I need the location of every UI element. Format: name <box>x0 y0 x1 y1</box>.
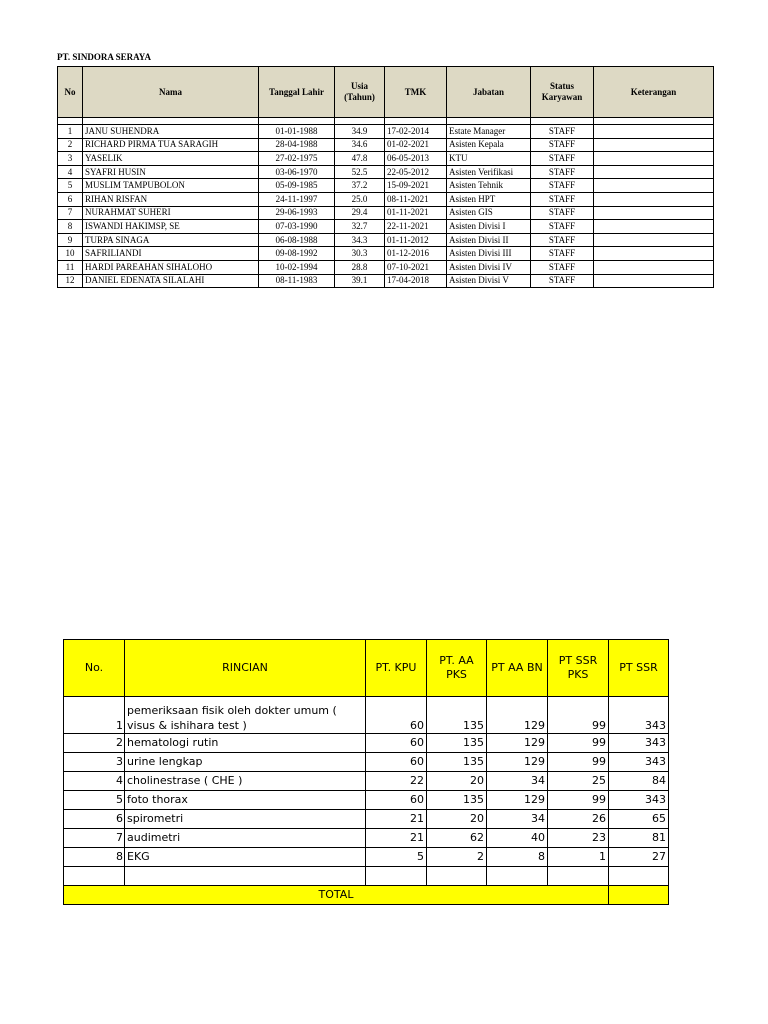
employee-table <box>57 66 714 288</box>
cell-rincian: cholinestrase ( CHE ) <box>125 772 366 791</box>
cell-jabatan: KTU <box>447 152 531 166</box>
cell-keterangan <box>594 152 714 166</box>
cell-no: 7 <box>58 206 83 220</box>
mcu-row <box>64 848 669 867</box>
cell-usia: 47.8 <box>335 152 385 166</box>
cell-jabatan: Asisten Divisi III <box>447 247 531 261</box>
cell-keterangan <box>594 125 714 139</box>
company-name: PT. SINDORA SERAYA <box>57 52 151 62</box>
cell-status: STAFF <box>531 260 594 274</box>
cell-status: STAFF <box>531 220 594 234</box>
cell-status: STAFF <box>531 165 594 179</box>
cell-pt-ssr-pks: 26 <box>548 810 609 829</box>
cell-pt-ssr: 27 <box>609 848 669 867</box>
cell-pt-aa-pks: 20 <box>427 772 487 791</box>
cell-no: 2 <box>58 138 83 152</box>
cell-pt-aa-bn: 129 <box>487 697 548 734</box>
cell-tanggal-lahir: 03-06-1970 <box>259 165 335 179</box>
mcu-row <box>64 753 669 772</box>
cell-rincian: spirometri <box>125 810 366 829</box>
employee-row <box>58 220 714 234</box>
cell-usia: 25.0 <box>335 192 385 206</box>
cell-rincian: EKG <box>125 848 366 867</box>
cell-usia: 34.3 <box>335 233 385 247</box>
cell-jabatan: Asisten Divisi IV <box>447 260 531 274</box>
mcu-header-no: No. <box>64 640 125 697</box>
spacer-row <box>58 118 714 125</box>
cell-pt-kpu: 60 <box>366 734 427 753</box>
cell-pt-aa-pks: 20 <box>427 810 487 829</box>
cell-tmk: 01-02-2021 <box>385 138 447 152</box>
cell-nama: DANIEL EDENATA SILALAHI <box>83 274 259 288</box>
cell-pt-kpu: 22 <box>366 772 427 791</box>
employee-row <box>58 165 714 179</box>
cell-usia: 32.7 <box>335 220 385 234</box>
employee-row <box>58 138 714 152</box>
cell-tanggal-lahir: 01-01-1988 <box>259 125 335 139</box>
empty-cell <box>366 867 427 886</box>
cell-jabatan: Asisten HPT <box>447 192 531 206</box>
mcu-row <box>64 734 669 753</box>
employee-row <box>58 192 714 206</box>
cell-nama: SAFRILIANDI <box>83 247 259 261</box>
cell-usia: 34.9 <box>335 125 385 139</box>
cell-pt-ssr: 84 <box>609 772 669 791</box>
cell-tmk: 22-05-2012 <box>385 165 447 179</box>
cell-pt-ssr-pks: 99 <box>548 753 609 772</box>
cell-usia: 34.6 <box>335 138 385 152</box>
mcu-row <box>64 772 669 791</box>
cell-pt-ssr: 65 <box>609 810 669 829</box>
cell-keterangan <box>594 206 714 220</box>
cell-keterangan <box>594 274 714 288</box>
cell-no: 11 <box>58 260 83 274</box>
mcu-header-rincian: RINCIAN <box>125 640 366 697</box>
cell-rincian: foto thorax <box>125 791 366 810</box>
cell-no: 7 <box>64 829 125 848</box>
cell-status: STAFF <box>531 247 594 261</box>
empty-cell <box>548 867 609 886</box>
header-no: No <box>58 67 83 118</box>
mcu-row <box>64 791 669 810</box>
cell-jabatan: Asisten Divisi V <box>447 274 531 288</box>
cell-nama: NURAHMAT SUHERI <box>83 206 259 220</box>
cell-no: 4 <box>58 165 83 179</box>
cell-nama: RIHAN RISFAN <box>83 192 259 206</box>
cell-no: 8 <box>58 220 83 234</box>
cell-rincian: pemeriksaan fisik oleh dokter umum ( visus & ishihara test ) <box>125 697 366 734</box>
cell-jabatan: Estate Manager <box>447 125 531 139</box>
cell-pt-kpu: 60 <box>366 791 427 810</box>
cell-pt-aa-pks: 135 <box>427 734 487 753</box>
cell-status: STAFF <box>531 179 594 193</box>
cell-pt-aa-pks: 135 <box>427 697 487 734</box>
cell-tanggal-lahir: 28-04-1988 <box>259 138 335 152</box>
cell-no: 3 <box>58 152 83 166</box>
cell-pt-kpu: 21 <box>366 829 427 848</box>
cell-pt-aa-bn: 34 <box>487 772 548 791</box>
cell-tmk: 06-05-2013 <box>385 152 447 166</box>
cell-pt-ssr-pks: 1 <box>548 848 609 867</box>
cell-jabatan: Asisten Kepala <box>447 138 531 152</box>
employee-row <box>58 152 714 166</box>
mcu-empty-row <box>64 867 669 886</box>
cell-no: 6 <box>64 810 125 829</box>
cell-tmk: 17-02-2014 <box>385 125 447 139</box>
cell-jabatan: Asisten Verifikasi <box>447 165 531 179</box>
cell-keterangan <box>594 260 714 274</box>
cell-usia: 30.3 <box>335 247 385 261</box>
cell-nama: HARDI PAREAHAN SIHALOHO <box>83 260 259 274</box>
cell-no: 5 <box>58 179 83 193</box>
cell-pt-ssr: 343 <box>609 734 669 753</box>
cell-status: STAFF <box>531 206 594 220</box>
cell-no: 5 <box>64 791 125 810</box>
cell-tmk: 01-11-2021 <box>385 206 447 220</box>
cell-status: STAFF <box>531 233 594 247</box>
cell-no: 6 <box>58 192 83 206</box>
cell-tanggal-lahir: 05-09-1985 <box>259 179 335 193</box>
cell-keterangan <box>594 179 714 193</box>
cell-tmk: 08-11-2021 <box>385 192 447 206</box>
mcu-header-aa-bn: PT AA BN <box>487 640 548 697</box>
cell-nama: JANU SUHENDRA <box>83 125 259 139</box>
cell-no: 12 <box>58 274 83 288</box>
cell-keterangan <box>594 233 714 247</box>
mcu-header-row <box>64 640 669 697</box>
cell-pt-kpu: 60 <box>366 753 427 772</box>
cell-tanggal-lahir: 09-08-1992 <box>259 247 335 261</box>
cell-rincian: urine lengkap <box>125 753 366 772</box>
header-tmk: TMK <box>385 67 447 118</box>
employee-row <box>58 247 714 261</box>
cell-nama: ISWANDI HAKIMSP, SE <box>83 220 259 234</box>
cell-nama: MUSLIM TAMPUBOLON <box>83 179 259 193</box>
cell-tmk: 17-04-2018 <box>385 274 447 288</box>
mcu-header-ssr: PT SSR <box>609 640 669 697</box>
cell-pt-ssr-pks: 99 <box>548 791 609 810</box>
cell-jabatan: Asisten Tehnik <box>447 179 531 193</box>
cell-keterangan <box>594 247 714 261</box>
cell-keterangan <box>594 138 714 152</box>
cell-jabatan: Asisten Divisi I <box>447 220 531 234</box>
cell-nama: SYAFRI HUSIN <box>83 165 259 179</box>
cell-tmk: 01-12-2016 <box>385 247 447 261</box>
header-nama: Nama <box>83 67 259 118</box>
cell-jabatan: Asisten Divisi II <box>447 233 531 247</box>
cell-pt-ssr-pks: 25 <box>548 772 609 791</box>
cell-tanggal-lahir: 24-11-1997 <box>259 192 335 206</box>
mcu-header-aa-pks: PT. AA PKS <box>427 640 487 697</box>
header-keterangan: Keterangan <box>594 67 714 118</box>
cell-status: STAFF <box>531 125 594 139</box>
cell-pt-ssr-pks: 99 <box>548 697 609 734</box>
cell-keterangan <box>594 165 714 179</box>
cell-pt-aa-bn: 34 <box>487 810 548 829</box>
mcu-row <box>64 697 669 734</box>
cell-no: 8 <box>64 848 125 867</box>
cell-status: STAFF <box>531 192 594 206</box>
cell-pt-aa-bn: 8 <box>487 848 548 867</box>
cell-tanggal-lahir: 27-02-1975 <box>259 152 335 166</box>
header-usia: Usia (Tahun) <box>335 67 385 118</box>
employee-row <box>58 233 714 247</box>
cell-tanggal-lahir: 07-03-1990 <box>259 220 335 234</box>
cell-tmk: 07-10-2021 <box>385 260 447 274</box>
cell-no: 1 <box>64 697 125 734</box>
cell-tanggal-lahir: 08-11-1983 <box>259 274 335 288</box>
mcu-total-row <box>64 886 669 905</box>
mcu-header-kpu: PT. KPU <box>366 640 427 697</box>
cell-tmk: 22-11-2021 <box>385 220 447 234</box>
cell-pt-kpu: 60 <box>366 697 427 734</box>
header-jabatan: Jabatan <box>447 67 531 118</box>
empty-cell <box>487 867 548 886</box>
empty-cell <box>427 867 487 886</box>
mcu-header-ssr-pks: PT SSR PKS <box>548 640 609 697</box>
employee-row <box>58 125 714 139</box>
empty-cell <box>64 867 125 886</box>
total-value <box>609 886 669 905</box>
header-tanggal-lahir: Tanggal Lahir <box>259 67 335 118</box>
cell-pt-aa-bn: 129 <box>487 753 548 772</box>
cell-rincian: hematologi rutin <box>125 734 366 753</box>
cell-no: 1 <box>58 125 83 139</box>
cell-pt-aa-pks: 135 <box>427 791 487 810</box>
cell-no: 4 <box>64 772 125 791</box>
cell-no: 9 <box>58 233 83 247</box>
cell-pt-ssr-pks: 99 <box>548 734 609 753</box>
cell-pt-aa-pks: 62 <box>427 829 487 848</box>
employee-header-row <box>58 67 714 118</box>
cell-tmk: 15-09-2021 <box>385 179 447 193</box>
cell-no: 10 <box>58 247 83 261</box>
employee-row <box>58 206 714 220</box>
cell-tanggal-lahir: 10-02-1994 <box>259 260 335 274</box>
cell-no: 2 <box>64 734 125 753</box>
employee-row <box>58 260 714 274</box>
empty-cell <box>609 867 669 886</box>
cell-tanggal-lahir: 29-06-1993 <box>259 206 335 220</box>
cell-usia: 39.1 <box>335 274 385 288</box>
header-status: Status Karyawan <box>531 67 594 118</box>
cell-pt-kpu: 21 <box>366 810 427 829</box>
mcu-table <box>63 639 669 905</box>
total-label: TOTAL <box>64 886 609 905</box>
cell-nama: YASELIK <box>83 152 259 166</box>
cell-pt-ssr: 343 <box>609 753 669 772</box>
cell-keterangan <box>594 220 714 234</box>
cell-status: STAFF <box>531 274 594 288</box>
employee-row <box>58 179 714 193</box>
empty-cell <box>125 867 366 886</box>
cell-rincian: audimetri <box>125 829 366 848</box>
cell-nama: RICHARD PIRMA TUA SARAGIH <box>83 138 259 152</box>
cell-pt-ssr-pks: 23 <box>548 829 609 848</box>
cell-pt-kpu: 5 <box>366 848 427 867</box>
cell-tanggal-lahir: 06-08-1988 <box>259 233 335 247</box>
cell-pt-aa-pks: 135 <box>427 753 487 772</box>
cell-status: STAFF <box>531 152 594 166</box>
mcu-row <box>64 829 669 848</box>
cell-pt-aa-bn: 40 <box>487 829 548 848</box>
cell-usia: 28.8 <box>335 260 385 274</box>
cell-pt-ssr: 343 <box>609 791 669 810</box>
cell-jabatan: Asisten GIS <box>447 206 531 220</box>
cell-pt-aa-pks: 2 <box>427 848 487 867</box>
cell-keterangan <box>594 192 714 206</box>
cell-usia: 29.4 <box>335 206 385 220</box>
employee-row <box>58 274 714 288</box>
mcu-row <box>64 810 669 829</box>
cell-usia: 37.2 <box>335 179 385 193</box>
cell-pt-ssr: 343 <box>609 697 669 734</box>
cell-nama: TURPA SINAGA <box>83 233 259 247</box>
cell-no: 3 <box>64 753 125 772</box>
cell-pt-aa-bn: 129 <box>487 734 548 753</box>
cell-tmk: 01-11-2012 <box>385 233 447 247</box>
cell-pt-aa-bn: 129 <box>487 791 548 810</box>
cell-status: STAFF <box>531 138 594 152</box>
cell-pt-ssr: 81 <box>609 829 669 848</box>
cell-usia: 52.5 <box>335 165 385 179</box>
